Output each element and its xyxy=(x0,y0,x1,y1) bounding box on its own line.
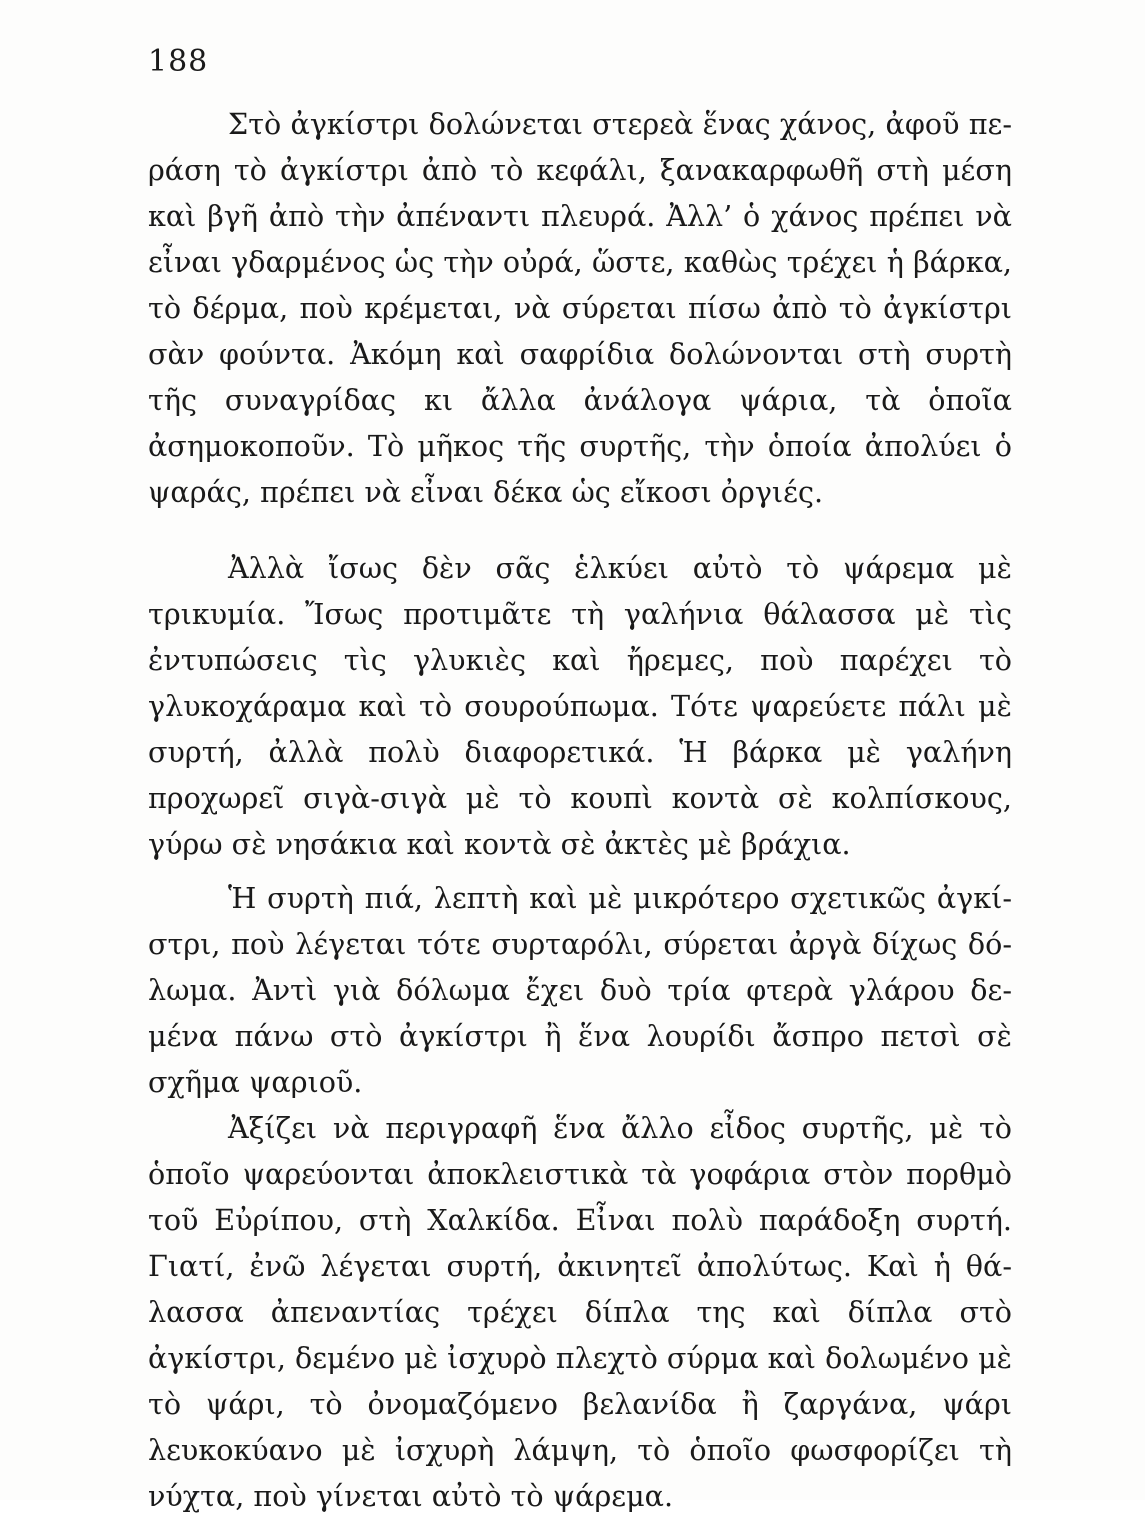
page-number: 188 xyxy=(148,44,209,79)
paragraph: Ἡ συρτὴ πιά, λεπτὴ καὶ μὲ μικρότερο σχετικῶς ἀγκίστρι, ποὺ λέγεται τότε συρταρόλι, σύρεται ἀργὰ δίχως δόλωμα. Ἀντὶ γιὰ δόλωμα ἔχει δυὸ τρία φτερὰ γλάρου δεμένα πάνω στὸ ἀγκίστρι ἢ ἕνα λουρίδι ἄσπρο πετσὶ σὲ σχῆμα ψαριοῦ. xyxy=(148,881,1012,1099)
paragraph: Ἀλλὰ ἴσως δὲν σᾶς ἑλκύει αὐτὸ τὸ ψάρεμα μὲ τρικυμία. Ἴσως προτιμᾶτε τὴ γαλήνια θάλασσα μὲ τὶς ἐντυπώσεις τὶς γλυκιὲς καὶ ἤρεμες, ποὺ παρέχει τὸ γλυκοχάραμα καὶ τὸ σουρούπωμα. Τότε ψαρεύετε πάλι μὲ συρτή, ἀλλὰ πολὺ διαφορετικά. Ἡ βάρκα μὲ γαλήνη προχωρεῖ σιγὰ-σιγὰ μὲ τὸ κουπὶ κοντὰ σὲ κολπίσκους, γύρω σὲ νησάκια καὶ κοντὰ σὲ ἀκτὲς μὲ βράχια. xyxy=(148,551,1012,861)
paragraph: Στὸ ἀγκίστρι δολώνεται στερεὰ ἕνας χάνος, ἀφοῦ περάση τὸ ἀγκίστρι ἀπὸ τὸ κεφάλι, ξανακαρφωθῆ στὴ μέση καὶ βγῆ ἀπὸ τὴν ἀπέναντι πλευρά. Ἀλλ’ ὁ χάνος πρέπει νὰ εἶναι γδαρμένος ὡς τὴν οὐρά, ὥστε, καθὼς τρέχει ἡ βάρκα, τὸ δέρμα, ποὺ κρέμεται, νὰ σύρεται πίσω ἀπὸ τὸ ἀγκίστρι σὰν φούντα. Ἀκόμη καὶ σαφρίδια δολώνονται στὴ συρτὴ τῆς συναγρίδας κι ἄλλα ἀνάλογα ψάρια, τὰ ὁποῖα ἀσημοκοποῦν. Τὸ μῆκος τῆς συρτῆς, τὴν ὁποία ἀπολύει ὁ ψαράς, πρέπει νὰ εἶναι δέκα ὡς εἴκοσι ὀργιές. xyxy=(148,107,1012,509)
body-text xyxy=(148,101,1012,1519)
paragraph: Ἀξίζει νὰ περιγραφῆ ἕνα ἄλλο εἶδος συρτῆς, μὲ τὸ ὁποῖο ψαρεύονται ἀποκλειστικὰ τὰ γοφάρια στὸν πορθμὸ τοῦ Εὐρίπου, στὴ Χαλκίδα. Εἶναι πολὺ παράδοξη συρτή. Γιατί, ἐνῶ λέγεται συρτή, ἀκινητεῖ ἀπολύτως. Καὶ ἡ θάλασσα ἀπεναντίας τρέχει δίπλα της καὶ δίπλα στὸ ἀγκίστρι, δεμένο μὲ ἰσχυρὸ πλεχτὸ σύρμα καὶ δολωμένο μὲ τὸ ψάρι, τὸ ὀνομαζόμενο βελανίδα ἢ ζαργάνα, ψάρι λευκοκύανο μὲ ἰσχυρὴ λάμψη, τὸ ὁποῖο φωσφορίζει τὴ νύχτα, ποὺ γίνεται αὐτὸ τὸ ψάρεμα. xyxy=(148,1111,1012,1513)
